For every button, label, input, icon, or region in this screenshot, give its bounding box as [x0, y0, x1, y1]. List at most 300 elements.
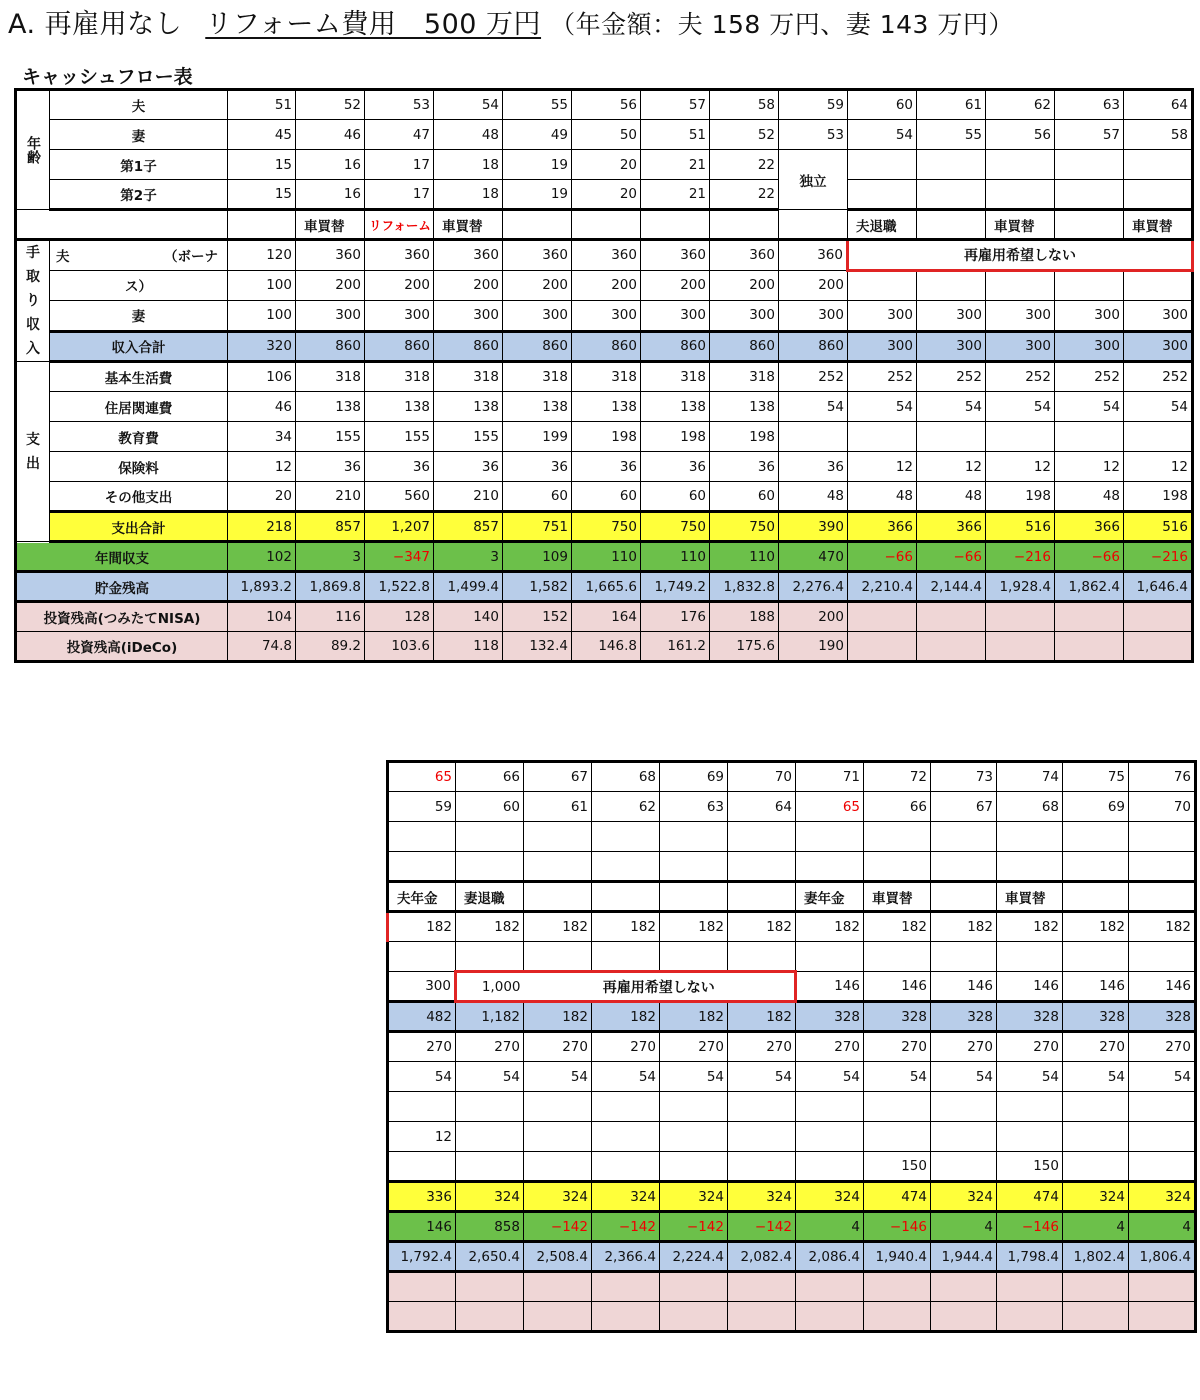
empty-cell: [524, 822, 592, 852]
empty-cell: [1063, 1272, 1129, 1302]
child1-age-cell: 18: [434, 150, 503, 180]
empty-cell: [728, 1092, 796, 1122]
page-title: [8, 2, 1014, 41]
living-expense-cell: 270: [997, 1032, 1063, 1062]
housing-expense-cell: 54: [1129, 1062, 1196, 1092]
living-expense-cell: 270: [660, 1032, 728, 1062]
cashflow-table-title: キャッシュフロー表: [22, 66, 193, 88]
other-expense-cell: [592, 1152, 660, 1182]
wife-age-cell: 66: [864, 792, 931, 822]
expense-total-cell: 324: [931, 1182, 997, 1212]
wife-age-cell: 69: [1063, 792, 1129, 822]
other-expense-cell: [456, 1152, 524, 1182]
husband-income-cell: 360: [365, 240, 434, 271]
husband-income-cell: 360: [779, 240, 848, 271]
husband-bonus-cell: 200: [779, 270, 848, 301]
education-expense-cell: [779, 422, 848, 452]
ideco-label: 投資残高(iDeCo): [16, 632, 228, 662]
husband-bonus-cell: 200: [503, 270, 572, 301]
expense-total-cell: 857: [434, 512, 503, 542]
income-total-cell: 860: [572, 331, 641, 362]
expense-total-cell: 324: [796, 1182, 864, 1212]
title-prefix: A. 再雇用なし: [8, 9, 183, 40]
income-total-cell: 300: [848, 331, 917, 362]
living-expense-cell: 318: [641, 362, 710, 392]
insurance-premium-cell: [1063, 1122, 1129, 1152]
table-row: [16, 240, 1193, 271]
expense-total-cell: 390: [779, 512, 848, 542]
wife-age-cell: 51: [641, 120, 710, 150]
income-total-cell: 1,182: [456, 1002, 524, 1032]
table-row: [16, 331, 1193, 362]
empty-cell: [931, 1092, 997, 1122]
empty-cell: [931, 942, 997, 972]
housing-expense-cell: 54: [728, 1062, 796, 1092]
expense-total-cell: 751: [503, 512, 572, 542]
empty-cell: [1129, 1302, 1196, 1332]
empty-cell: [456, 942, 524, 972]
empty-cell: [592, 852, 660, 882]
housing-expense-cell: 54: [388, 1062, 456, 1092]
expense-total-cell: 474: [864, 1182, 931, 1212]
table-row: [388, 1212, 1196, 1242]
empty-cell: [524, 852, 592, 882]
table-row: [16, 210, 1193, 240]
other-expense-cell: 48: [848, 482, 917, 512]
living-expense-cell: 318: [503, 362, 572, 392]
nisa-cell: 104: [228, 602, 296, 632]
annual-balance-cell: 4: [1129, 1212, 1196, 1242]
annual-balance-cell: −66: [917, 542, 986, 572]
events-label-cell: [16, 210, 228, 240]
income-total-cell: 328: [931, 1002, 997, 1032]
husband-income-cell: 360: [572, 240, 641, 271]
expense-total-cell: 516: [1124, 512, 1193, 542]
empty-cell: [728, 1272, 796, 1302]
husband-age-cell: 72: [864, 762, 931, 792]
housing-expense-cell: 54: [660, 1062, 728, 1092]
housing-expense-cell: 54: [592, 1062, 660, 1092]
wife-income-cell: 300: [710, 301, 779, 332]
empty-cell: [456, 1272, 524, 1302]
husband-income-cell: 182: [796, 912, 864, 942]
annual-balance-cell: 110: [572, 542, 641, 572]
husband-income-cell: 360: [434, 240, 503, 271]
wife-income-cell: 300: [848, 301, 917, 332]
empty-cell: [524, 942, 592, 972]
income-total-cell: 860: [296, 331, 365, 362]
empty-cell: [1124, 270, 1193, 301]
empty-cell: [986, 270, 1055, 301]
child2-age-cell: 15: [228, 180, 296, 210]
wife-income-cell: 300: [641, 301, 710, 332]
empty-cell: [660, 942, 728, 972]
ideco-cell: [1124, 632, 1193, 662]
savings-cell: 2,082.4: [728, 1242, 796, 1272]
other-expense-cell: 60: [572, 482, 641, 512]
wife-age-cell: 47: [365, 120, 434, 150]
table-row: [16, 632, 1193, 662]
nisa-cell: 200: [779, 602, 848, 632]
education-expense-cell: 198: [572, 422, 641, 452]
husband-income-cell: 182: [524, 912, 592, 942]
expense-total-cell: 324: [592, 1182, 660, 1212]
savings-cell: 1,940.4: [864, 1242, 931, 1272]
child1-age-cell: 17: [365, 150, 434, 180]
empty-cell: [388, 942, 456, 972]
savings-cell: 1,806.4: [1129, 1242, 1196, 1272]
annual-balance-cell: 146: [388, 1212, 456, 1242]
living-expense-cell: 270: [1063, 1032, 1129, 1062]
other-expense-cell: [931, 1152, 997, 1182]
empty-cell: [931, 852, 997, 882]
husband-income-cell: 360: [503, 240, 572, 271]
savings-cell: 1,798.4: [997, 1242, 1063, 1272]
child2-age-cell: 18: [434, 180, 503, 210]
age-group-label: 年齢: [16, 90, 50, 210]
table-row: [388, 882, 1196, 912]
living-expense-cell: 318: [572, 362, 641, 392]
event-label: 車買替: [434, 210, 503, 240]
empty-cell: [779, 210, 848, 240]
housing-expense-cell: 138: [503, 392, 572, 422]
insurance-premium-cell: [864, 1122, 931, 1152]
income-total-cell: 300: [1124, 331, 1193, 362]
husband-income-cell: 360: [710, 240, 779, 271]
table-row: [388, 1242, 1196, 1272]
annual-balance-cell: 858: [456, 1212, 524, 1242]
wife-age-cell: 62: [592, 792, 660, 822]
husband-bonus-cell: 200: [434, 270, 503, 301]
empty-cell: [986, 180, 1055, 210]
empty-cell: [917, 180, 986, 210]
event-label: 車買替: [997, 882, 1063, 912]
education-expense-label: 教育費: [50, 422, 228, 452]
empty-cell: [660, 852, 728, 882]
cashflow-table-years-1-14: [14, 88, 1194, 663]
empty-cell: [1063, 822, 1129, 852]
annual-balance-cell: −142: [592, 1212, 660, 1242]
insurance-premium-cell: [796, 1122, 864, 1152]
education-expense-cell: [986, 422, 1055, 452]
empty-cell: [864, 1302, 931, 1332]
empty-cell: [388, 1272, 456, 1302]
husband-age-cell: 51: [228, 90, 296, 120]
wife-income-cell: 146: [796, 972, 864, 1002]
living-expense-cell: 270: [864, 1032, 931, 1062]
empty-cell: [524, 1092, 592, 1122]
child1-age-cell: 22: [710, 150, 779, 180]
child2-age-cell: 22: [710, 180, 779, 210]
empty-cell: [503, 210, 572, 240]
insurance-premium-cell: [1129, 1122, 1196, 1152]
husband-income-cell: 182: [456, 912, 524, 942]
empty-cell: [1124, 180, 1193, 210]
husband-age-cell: 53: [365, 90, 434, 120]
other-expense-cell: [524, 1152, 592, 1182]
table-row: [388, 912, 1196, 942]
wife-income-cell: 1,000: [456, 972, 524, 1002]
nisa-cell: [986, 602, 1055, 632]
insurance-premium-cell: 36: [710, 452, 779, 482]
housing-expense-cell: 138: [641, 392, 710, 422]
expense-total-cell: 1,207: [365, 512, 434, 542]
expense-total-cell: 366: [1055, 512, 1124, 542]
nisa-cell: 164: [572, 602, 641, 632]
savings-cell: 1,862.4: [1055, 572, 1124, 602]
housing-expense-cell: 54: [1124, 392, 1193, 422]
housing-expense-cell: 138: [296, 392, 365, 422]
table-row: [388, 942, 1196, 972]
insurance-premium-cell: 12: [917, 452, 986, 482]
husband-age-cell: 69: [660, 762, 728, 792]
husband-income-cell: 182: [592, 912, 660, 942]
savings-cell: 1,499.4: [434, 572, 503, 602]
empty-cell: [796, 852, 864, 882]
income-total-cell: 860: [779, 331, 848, 362]
empty-cell: [864, 822, 931, 852]
empty-cell: [728, 822, 796, 852]
annual-balance-cell: −146: [864, 1212, 931, 1242]
empty-cell: [864, 942, 931, 972]
husband-income-cell: 182: [660, 912, 728, 942]
nisa-cell: [1055, 602, 1124, 632]
annual-balance-cell: 110: [641, 542, 710, 572]
wife-income-cell: 146: [864, 972, 931, 1002]
income-total-cell: 860: [365, 331, 434, 362]
other-expense-cell: [1063, 1152, 1129, 1182]
empty-cell: [796, 822, 864, 852]
empty-cell: [660, 822, 728, 852]
wife-income-cell: 300: [779, 301, 848, 332]
living-expense-cell: 318: [434, 362, 503, 392]
other-expense-cell: 150: [864, 1152, 931, 1182]
empty-cell: [592, 1092, 660, 1122]
living-expense-cell: 270: [931, 1032, 997, 1062]
expense-total-cell: 857: [296, 512, 365, 542]
husband-bonus-cell: 100: [228, 270, 296, 301]
empty-cell: [728, 942, 796, 972]
other-expense-cell: 198: [1124, 482, 1193, 512]
housing-expense-cell: 138: [365, 392, 434, 422]
education-expense-cell: [1055, 422, 1124, 452]
savings-cell: 2,210.4: [848, 572, 917, 602]
empty-cell: [1055, 150, 1124, 180]
expense-total-cell: 750: [572, 512, 641, 542]
annual-balance-cell: 109: [503, 542, 572, 572]
expense-total-cell: 324: [1063, 1182, 1129, 1212]
savings-cell: 2,650.4: [456, 1242, 524, 1272]
wife-income-cell: 146: [1129, 972, 1196, 1002]
insurance-premium-cell: [997, 1122, 1063, 1152]
empty-cell: [228, 210, 296, 240]
housing-expense-cell: 54: [456, 1062, 524, 1092]
no-rehire-note: 再雇用希望しない: [524, 972, 796, 1002]
nisa-cell: 152: [503, 602, 572, 632]
annual-balance-cell: 4: [931, 1212, 997, 1242]
income-total-cell: 182: [524, 1002, 592, 1032]
housing-expense-cell: 54: [796, 1062, 864, 1092]
education-expense-cell: 155: [365, 422, 434, 452]
husband-age-cell: 60: [848, 90, 917, 120]
ideco-cell: 146.8: [572, 632, 641, 662]
income-total-cell: 300: [917, 331, 986, 362]
insurance-premium-cell: [728, 1122, 796, 1152]
empty-cell: [524, 1302, 592, 1332]
wife-income-cell: 146: [931, 972, 997, 1002]
income-total-cell: 300: [1055, 331, 1124, 362]
annual-balance-cell: −142: [728, 1212, 796, 1242]
other-expense-cell: 210: [296, 482, 365, 512]
living-expense-cell: 270: [456, 1032, 524, 1062]
event-label: 車買替: [864, 882, 931, 912]
expense-group-label: 支出: [16, 362, 50, 542]
annual-balance-cell: 470: [779, 542, 848, 572]
living-expense-cell: 252: [986, 362, 1055, 392]
insurance-premium-cell: 36: [779, 452, 848, 482]
income-total-cell: 182: [728, 1002, 796, 1032]
husband-age-cell: 68: [592, 762, 660, 792]
husband-income-cell: 182: [931, 912, 997, 942]
empty-cell: [572, 210, 641, 240]
other-expense-cell: 198: [986, 482, 1055, 512]
living-expense-cell: 252: [917, 362, 986, 392]
husband-age-cell: 62: [986, 90, 1055, 120]
table-row: [388, 852, 1196, 882]
empty-cell: [728, 852, 796, 882]
ideco-cell: 161.2: [641, 632, 710, 662]
bonus-label-part1: （ボーナ: [164, 249, 218, 266]
education-expense-cell: [1124, 422, 1193, 452]
title-reform-cost: リフォーム費用 500 万円: [205, 9, 542, 40]
living-expense-cell: 318: [710, 362, 779, 392]
savings-label: 貯金残高: [16, 572, 228, 602]
savings-cell: 2,086.4: [796, 1242, 864, 1272]
husband-bonus-cell: 200: [641, 270, 710, 301]
savings-cell: 1,893.2: [228, 572, 296, 602]
cashflow-table-years-15-26: [386, 760, 1197, 1333]
table-row: [16, 150, 1193, 180]
savings-cell: 1,582: [503, 572, 572, 602]
husband-age-label: 夫: [50, 90, 228, 120]
husband-income-cell: 182: [388, 912, 456, 942]
empty-cell: [1055, 210, 1124, 240]
empty-cell: [456, 1302, 524, 1332]
table-row: [16, 270, 1193, 301]
bonus-label-part2: ス）: [50, 270, 228, 301]
child2-age-cell: 16: [296, 180, 365, 210]
empty-cell: [388, 822, 456, 852]
education-expense-cell: 198: [710, 422, 779, 452]
event-label: 車買替: [1124, 210, 1193, 240]
savings-cell: 1,869.8: [296, 572, 365, 602]
wife-income-cell: 100: [228, 301, 296, 332]
no-rehire-note: 再雇用希望しない: [848, 240, 1193, 271]
husband-bonus-cell: 200: [296, 270, 365, 301]
independent-label: 独立: [779, 150, 848, 210]
husband-income-cell: 182: [997, 912, 1063, 942]
empty-cell: [592, 1302, 660, 1332]
annual-balance-cell: 3: [296, 542, 365, 572]
other-expense-cell: 60: [503, 482, 572, 512]
ideco-cell: [848, 632, 917, 662]
income-total-label: 収入合計: [50, 331, 228, 362]
child1-age-cell: 20: [572, 150, 641, 180]
wife-income-label: 妻: [50, 301, 228, 332]
wife-age-cell: 46: [296, 120, 365, 150]
table-row: [388, 1302, 1196, 1332]
housing-expense-cell: 54: [1055, 392, 1124, 422]
wife-age-cell: 45: [228, 120, 296, 150]
other-expense-cell: 210: [434, 482, 503, 512]
insurance-premium-cell: [931, 1122, 997, 1152]
expense-total-cell: 516: [986, 512, 1055, 542]
wife-income-cell: 300: [365, 301, 434, 332]
husband-age-cell: 52: [296, 90, 365, 120]
table-row: [388, 1182, 1196, 1212]
table-row: [16, 362, 1193, 392]
housing-expense-cell: 138: [434, 392, 503, 422]
child2-age-cell: 17: [365, 180, 434, 210]
empty-cell: [1055, 180, 1124, 210]
wife-age-cell: 61: [524, 792, 592, 822]
husband-age-cell: 64: [1124, 90, 1193, 120]
empty-cell: [388, 1302, 456, 1332]
husband-income-cell: 120: [228, 240, 296, 271]
wife-income-cell: 300: [986, 301, 1055, 332]
nisa-cell: 116: [296, 602, 365, 632]
empty-cell: [931, 882, 997, 912]
annual-balance-cell: 102: [228, 542, 296, 572]
savings-cell: 1,792.4: [388, 1242, 456, 1272]
empty-cell: [848, 180, 917, 210]
wife-income-cell: 300: [434, 301, 503, 332]
table-row: [388, 762, 1196, 792]
table-row: [388, 1152, 1196, 1182]
empty-cell: [1129, 942, 1196, 972]
table-row: [16, 452, 1193, 482]
empty-cell: [864, 1272, 931, 1302]
wife-age-cell: 70: [1129, 792, 1196, 822]
empty-cell: [796, 1272, 864, 1302]
empty-cell: [728, 882, 796, 912]
empty-cell: [710, 210, 779, 240]
expense-total-cell: 474: [997, 1182, 1063, 1212]
wife-age-cell: 55: [917, 120, 986, 150]
housing-expense-cell: 54: [864, 1062, 931, 1092]
annual-balance-cell: 110: [710, 542, 779, 572]
living-expense-cell: 270: [1129, 1032, 1196, 1062]
expense-total-cell: 324: [456, 1182, 524, 1212]
housing-expense-cell: 138: [710, 392, 779, 422]
income-total-cell: 328: [864, 1002, 931, 1032]
empty-cell: [848, 150, 917, 180]
empty-cell: [931, 822, 997, 852]
empty-cell: [796, 1302, 864, 1332]
annual-balance-cell: 4: [1063, 1212, 1129, 1242]
insurance-premium-cell: 36: [296, 452, 365, 482]
insurance-premium-cell: 12: [848, 452, 917, 482]
annual-balance-cell: −146: [997, 1212, 1063, 1242]
empty-cell: [660, 1272, 728, 1302]
empty-cell: [931, 1272, 997, 1302]
other-expense-cell: [388, 1152, 456, 1182]
husband-age-cell: 71: [796, 762, 864, 792]
wife-income-cell: 300: [1055, 301, 1124, 332]
annual-balance-cell: −216: [1124, 542, 1193, 572]
income-total-cell: 300: [986, 331, 1055, 362]
nisa-cell: 128: [365, 602, 434, 632]
